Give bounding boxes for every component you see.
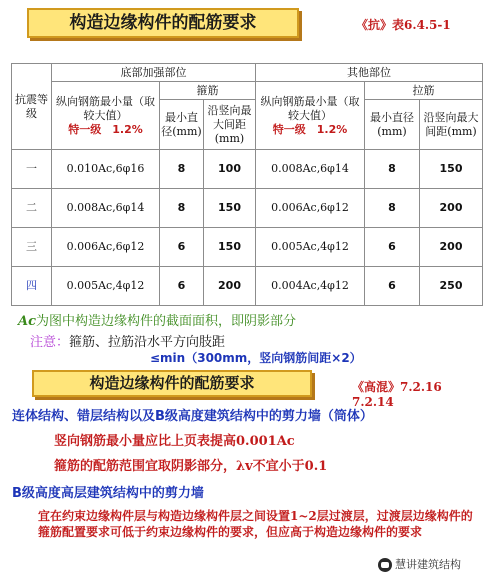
diameter-cell: 8 (365, 189, 420, 228)
header-tie-bar: 拉筋 (365, 82, 483, 100)
long-bar-cell: 0.006Ac,6φ12 (52, 228, 160, 267)
header-long-bar-other (256, 82, 365, 150)
long-bar-cell: 0.010Ac,6φ16 (52, 150, 160, 189)
header-long-bar-bottom (52, 82, 160, 150)
long-bar-cell: 0.006Ac,6φ12 (256, 189, 365, 228)
rule-heading-1: 连体结构、错层结构以及B级高度建筑结构中的剪力墙（筒体） (12, 409, 373, 424)
code-reference-1: 《抗》表6.4.5-1 (356, 18, 451, 32)
header-level: 抗震等级 (12, 64, 52, 150)
long-bar-cell: 0.008Ac,6φ14 (256, 150, 365, 189)
header-stirrup: 箍筋 (160, 82, 256, 100)
watermark (378, 556, 461, 572)
ac-definition-note (18, 310, 296, 329)
section-title-1: 构造边缘构件的配筋要求 (27, 8, 299, 38)
rule-heading-2: B级高度高层建筑结构中的剪力墙 (12, 486, 204, 501)
header-min-diameter: 最小直径(mm) (160, 100, 204, 150)
diameter-cell: 6 (160, 267, 204, 306)
spacing-cell: 200 (420, 189, 483, 228)
grade-special-note: 特一级 1.2% (68, 122, 143, 136)
header-max-spacing: 沿竖向最大间距(mm) (204, 100, 256, 150)
ac-symbol: Ac (18, 314, 37, 329)
attention-note (30, 331, 225, 350)
rule-item-1: 竖向钢筋最小量应比上页表提高0.001Ac (54, 434, 295, 449)
rule-item-3: 宜在约束边缘构件层与构造边缘构件层之间设置1~2层过渡层，过渡层边缘构件的箍筋配置要求可低于约束边缘构件的要求，但应高于构造边缘构件的要求 (38, 509, 473, 539)
code-reference-2: 《高混》7.2.16 7.2.14 (352, 380, 454, 409)
reinforcement-table (11, 63, 483, 306)
spacing-cell: 150 (420, 150, 483, 189)
grade-special-note: 特一级 1.2% (272, 122, 348, 136)
spacing-cell: 200 (420, 228, 483, 267)
diameter-cell: 8 (160, 150, 204, 189)
watermark-text: 慧讲建筑结构 (395, 558, 461, 571)
diameter-cell: 8 (365, 150, 420, 189)
table-row (12, 150, 483, 189)
table-row (12, 228, 483, 267)
diameter-cell: 8 (160, 189, 204, 228)
spacing-cell: 250 (420, 267, 483, 306)
level-cell: 一 (12, 150, 52, 189)
ac-note-text: 为图中构造边缘构件的截面面积，即阴影部分 (36, 314, 297, 329)
spacing-limit: ≤min（300mm，竖向钢筋间距×2） (150, 351, 362, 365)
spacing-cell: 150 (204, 189, 256, 228)
diameter-cell: 6 (365, 267, 420, 306)
header-bottom-zone: 底部加强部位 (52, 64, 256, 82)
diameter-cell: 6 (160, 228, 204, 267)
long-bar-text: 纵向钢筋最小量（取较大值） (260, 94, 360, 122)
long-bar-cell: 0.005Ac,4φ12 (52, 267, 160, 306)
header-min-diameter: 最小直径(mm) (365, 100, 420, 150)
header-other-zone: 其他部位 (256, 64, 483, 82)
diameter-cell: 6 (365, 228, 420, 267)
spacing-cell: 200 (204, 267, 256, 306)
long-bar-cell: 0.004Ac,4φ12 (256, 267, 365, 306)
long-bar-cell: 0.008Ac,6φ14 (52, 189, 160, 228)
rule-item-2: 箍筋的配筋范围宜取阴影部分，λv不宜小于0.1 (54, 459, 328, 474)
table-row (12, 267, 483, 306)
spacing-cell: 100 (204, 150, 256, 189)
note-text: 箍筋、拉筋沿水平方向肢距 (69, 335, 226, 350)
long-bar-cell: 0.005Ac,4φ12 (256, 228, 365, 267)
level-cell: 三 (12, 228, 52, 267)
note-label: 注意： (30, 335, 70, 350)
spacing-cell: 150 (204, 228, 256, 267)
long-bar-text: 纵向钢筋最小量（取较大值） (56, 94, 155, 122)
header-max-spacing: 沿竖向最大间距(mm) (420, 100, 483, 150)
table-row (12, 189, 483, 228)
wechat-icon (378, 558, 392, 572)
level-cell: 四 (12, 267, 52, 306)
level-cell: 二 (12, 189, 52, 228)
section-title-2: 构造边缘构件的配筋要求 (32, 370, 312, 397)
